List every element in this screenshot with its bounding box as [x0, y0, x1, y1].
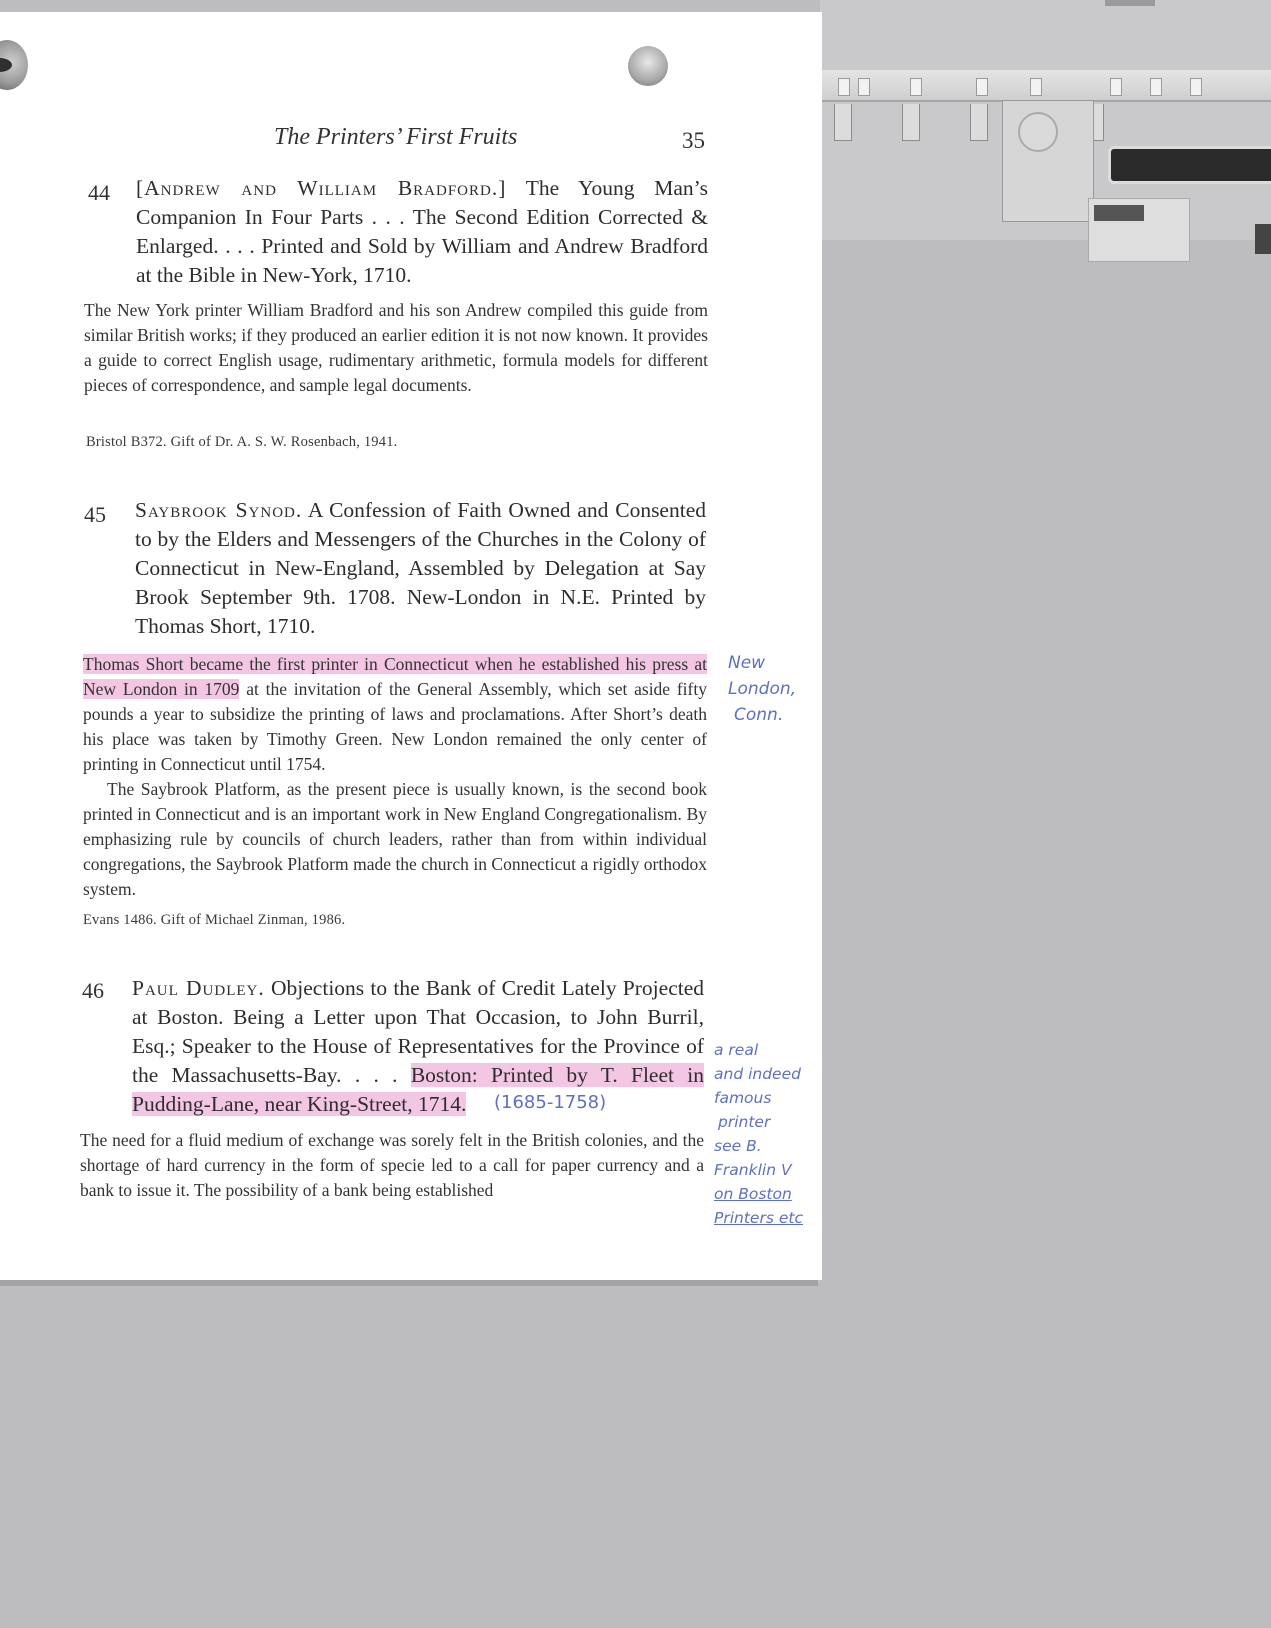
entry-author: Saybrook Synod. [135, 498, 303, 522]
entry-title [135, 496, 706, 641]
entry-citation: Evans 1486. Gift of Michael Zinman, 1986. [83, 912, 346, 928]
note-line: Franklin V [714, 1161, 792, 1179]
entry-title [132, 974, 704, 1119]
entry-title-text: A Confession of Faith Owned and Consented to by the Elders and Messengers of the Churches in the Colony of Connecticut in New-England, Assembled by Delegation at Say Brook September 9th. 1708. New-London in N.E. Printed by Thomas Short, 1710. [135, 498, 706, 638]
note-line: Printers etc [714, 1209, 803, 1227]
rail-tick [858, 78, 870, 96]
note-line: a real [714, 1041, 759, 1059]
entry-title [136, 174, 708, 290]
entry-paragraph [83, 652, 707, 777]
note-line: and indeed [714, 1065, 801, 1083]
highlighted-text: Boston: Printed by T. Fleet in Pudding-Lane, near King-Street, 1714. [132, 1063, 704, 1116]
scanner-rail [820, 70, 1271, 102]
handwritten-note-fleet [714, 1038, 803, 1230]
handwritten-note-dates: (1685-1758) [494, 1092, 607, 1113]
note-line: famous [714, 1089, 772, 1107]
entry-paragraph: The New York printer William Bradford and his son Andrew compiled this guide from similar British works; if they produced an earlier edition it is not now known. It provides a guide to correct English usage, rudimentary arithmetic, formula models for different pieces of correspondence, and sample legal documents. [84, 300, 708, 395]
scanner-clip [834, 104, 852, 141]
scanner-roller [1108, 146, 1271, 184]
entry-author: [Andrew and William Bradford.] [136, 176, 507, 200]
entry-paragraph: The need for a fluid medium of exchange was sorely felt in the British colonies, and the shortage of hard currency in the form of specie led to a call for paper currency and a bank to issue it. The possibility of a bank being established [80, 1130, 704, 1200]
rail-tick [838, 78, 850, 96]
entry-number: 45 [84, 502, 106, 527]
entry-number: 46 [82, 978, 104, 1003]
scanner-latch-circle [1018, 112, 1058, 152]
rail-tick [910, 78, 922, 96]
entry-title-text: Objections to the Bank of Credit Lately Projected at Boston. Being a Letter upon That Occasion, to John Burril, Esq.; Speaker to the House of Representatives for the Province of the Massachusetts-Bay. . . . [132, 976, 705, 1087]
rail-tick [1190, 78, 1202, 96]
rail-tick [976, 78, 988, 96]
handwritten-note-new-london [728, 650, 796, 728]
entry-citation: Bristol B372. Gift of Dr. A. S. W. Rosenbach, 1941. [86, 434, 398, 450]
entry-paragraph: The Saybrook Platform, as the present piece is usually known, is the second book printed in Connecticut and is an important work in New England Congregationalism. By emphasizing rule by councils of church leaders, rather than from within individual congregations, the Saybrook Platform made the church in Connecticut a rigidly orthodox system. [83, 779, 707, 899]
note-line: see B. [714, 1137, 762, 1155]
scanner-edge-bar [1255, 224, 1271, 254]
note-line: on Boston [714, 1185, 792, 1203]
rail-tick [1110, 78, 1122, 96]
scanner-nub [1105, 0, 1155, 6]
punch-hole-left [0, 40, 28, 90]
scanner-clip [970, 104, 988, 141]
rail-tick [1030, 78, 1042, 96]
entry-number: 44 [88, 180, 110, 205]
note-line: London, [728, 679, 797, 699]
page-shadow [0, 1280, 818, 1286]
paragraph-text: at the invitation of the General Assembly, which set aside fifty pounds a year to subsidize the printing of laws and proclamations. After Short’s death his place was taken by Timothy Green. New London remained the only center of printing in Connecticut until 1754. [83, 679, 707, 774]
highlighted-text: Thomas Short became the first printer in Connecticut when he established his press at New London in 1709 [83, 654, 707, 699]
note-line: New [728, 653, 766, 673]
note-line: printer [718, 1113, 771, 1131]
scanner-slot-dark [1094, 205, 1144, 221]
entry-author: Paul Dudley. [132, 976, 265, 1000]
punch-hole-top [628, 46, 668, 86]
rail-tick [1150, 78, 1162, 96]
scanned-page [0, 12, 822, 1280]
running-head: The Printers’ First Fruits [274, 124, 518, 150]
note-line: Conn. [734, 705, 784, 725]
scanner-clip [902, 104, 920, 141]
page-number: 35 [682, 128, 705, 153]
entry-title-text: The Young Man’s Companion In Four Parts . . . The Second Edition Corrected & Enlarged. . . . Printed and Sold by William and Andrew Bradford at the Bible in New-York, 1710. [136, 176, 708, 287]
